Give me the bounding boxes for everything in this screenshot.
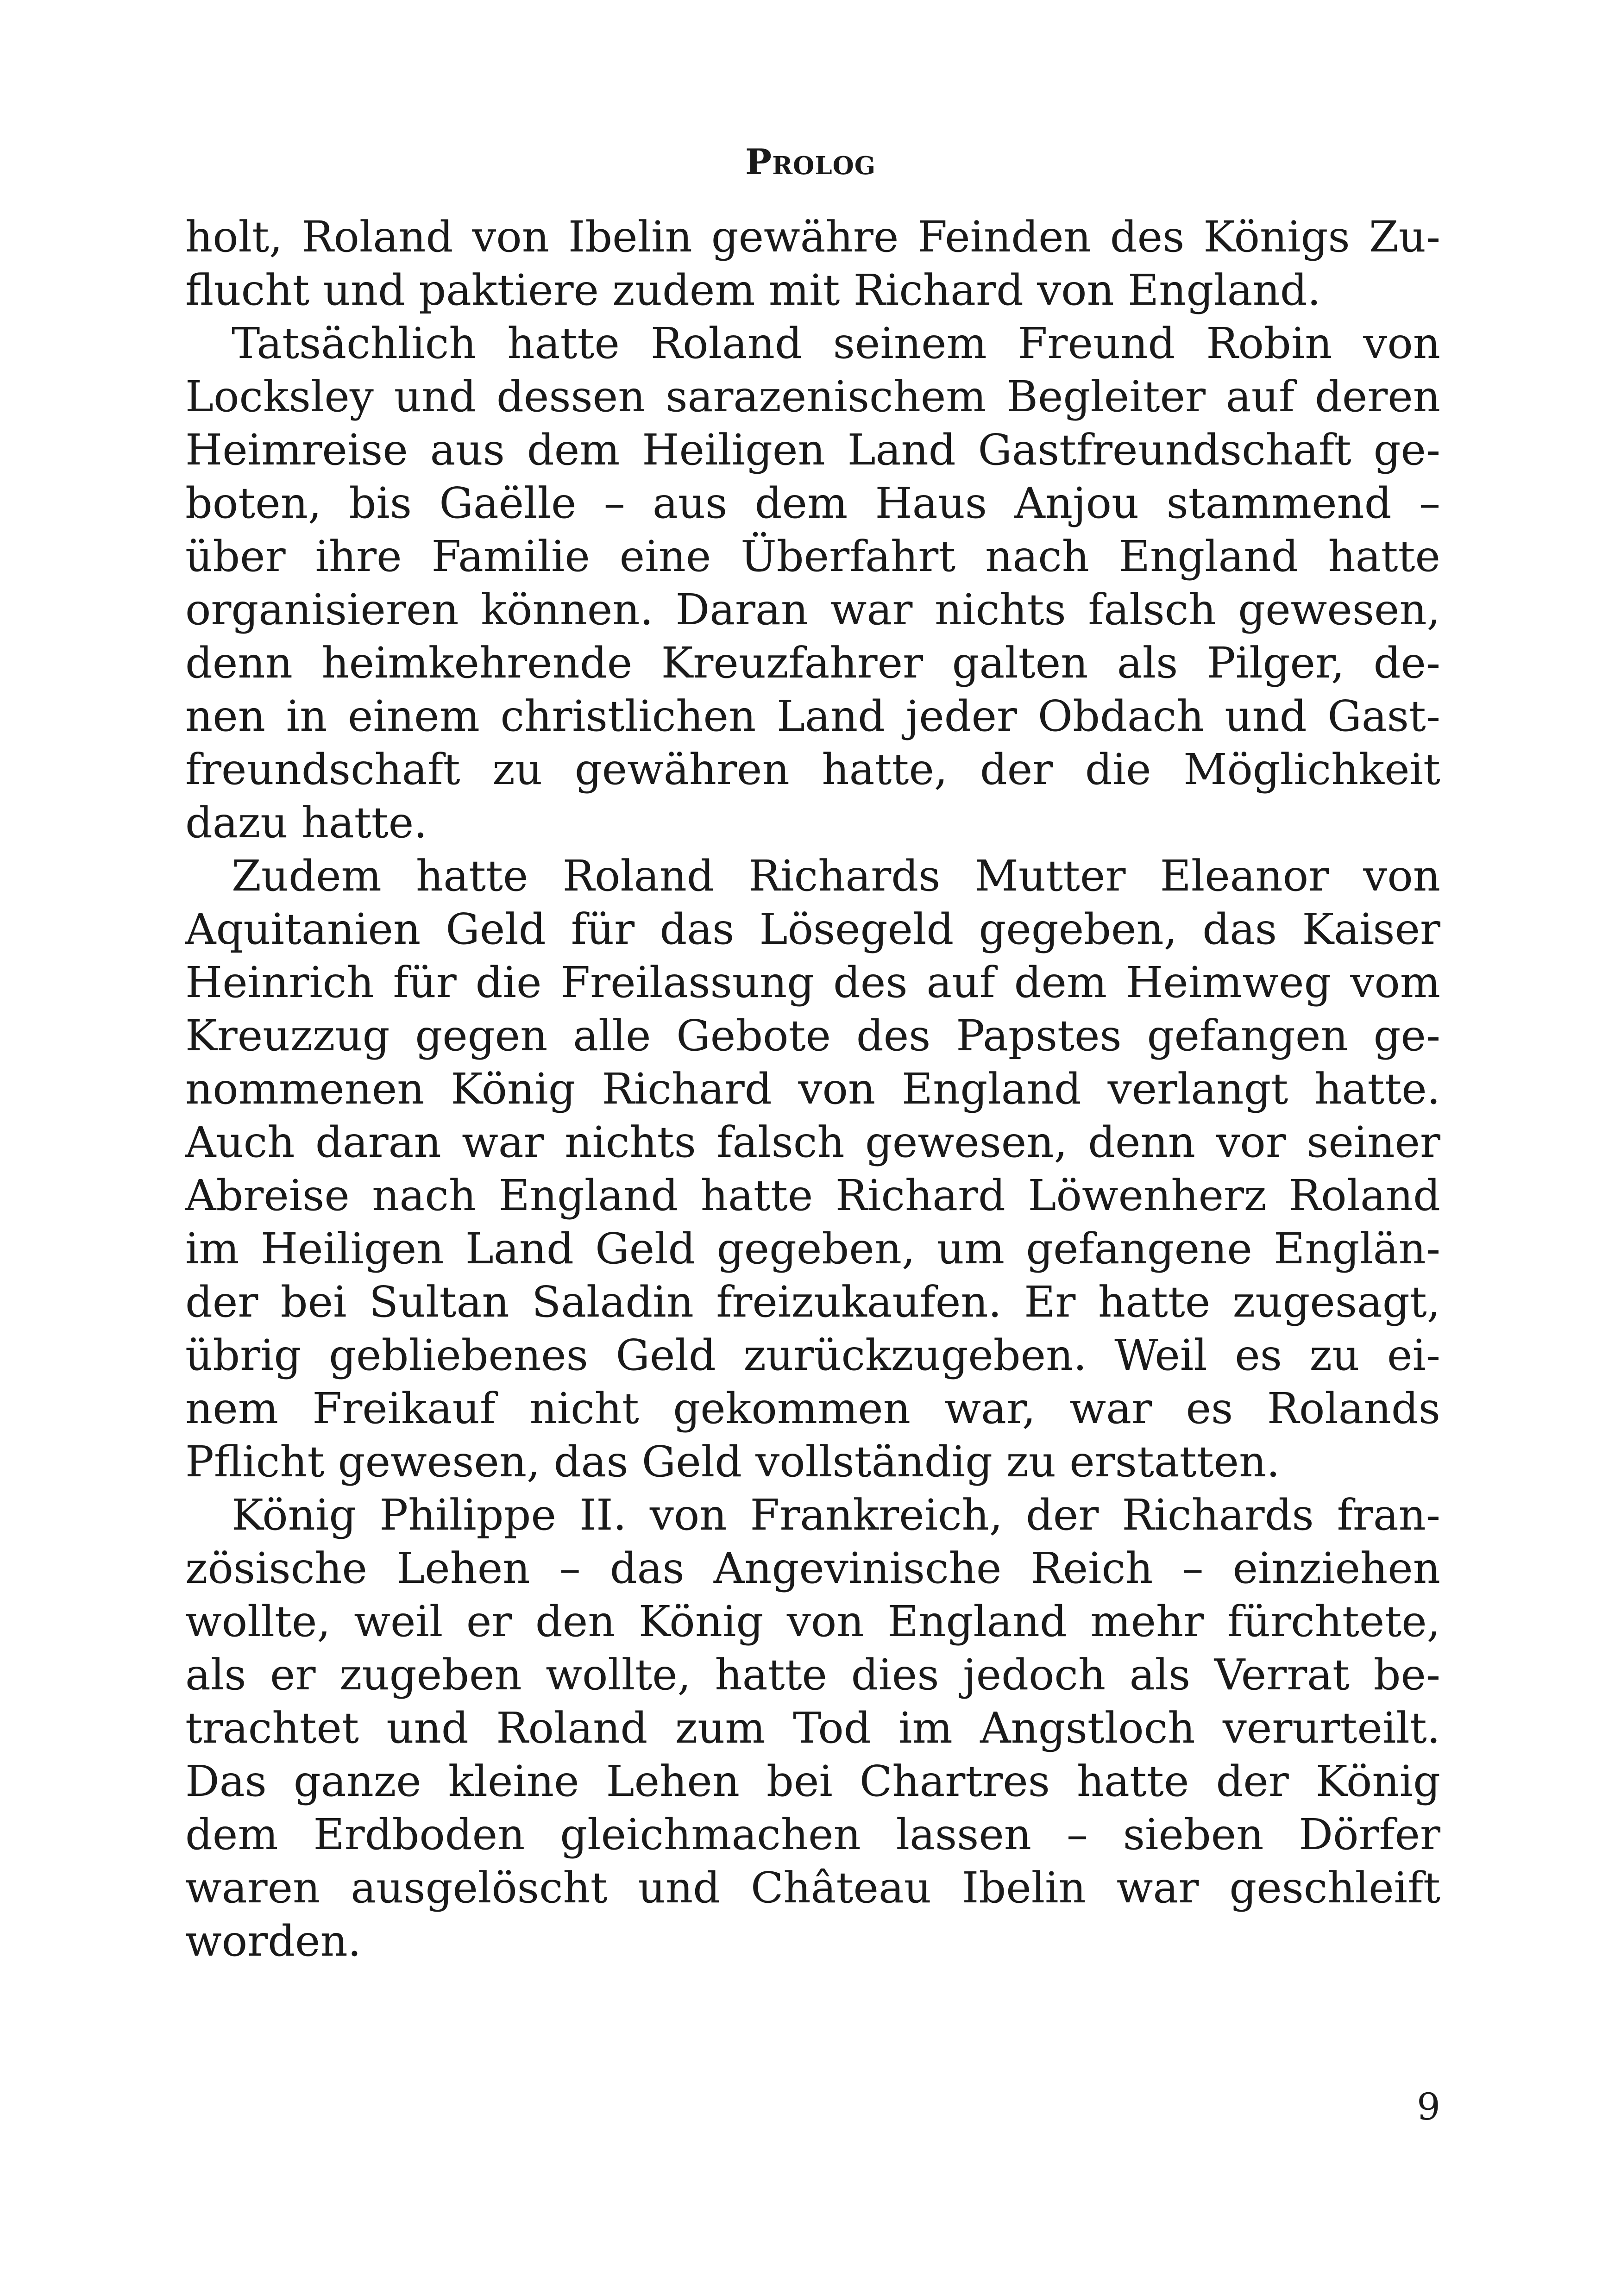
text-line: freundschaft zu gewähren hatte, der die Möglichkeit [185, 745, 1440, 794]
page-number: 9 [1417, 2085, 1440, 2128]
text-line: Auch daran war nichts falsch gewesen, denn vor seiner [185, 1117, 1440, 1167]
text-line: denn heimkehrende Kreuzfahrer galten als Pilger, de- [185, 638, 1440, 688]
text-line: zösische Lehen – das Angevinische Reich – einziehen [185, 1543, 1440, 1593]
text-line: boten, bis Gaëlle – aus dem Haus Anjou stammend – [185, 478, 1440, 528]
text-line: Das ganze kleine Lehen bei Chartres hatte der König [185, 1757, 1440, 1806]
text-line: Aquitanien Geld für das Lösegeld gegeben, das Kaiser [185, 904, 1440, 954]
text-line: im Heiligen Land Geld gegeben, um gefangene Englän- [185, 1224, 1440, 1273]
text-line: Heinrich für die Freilassung des auf dem Heimweg vom [185, 958, 1440, 1007]
body-text [185, 210, 1440, 1968]
text-line: waren ausgelöscht und Château Ibelin war geschleift [185, 1863, 1440, 1913]
text-line: Tatsächlich hatte Roland seinem Freund Robin von [232, 319, 1440, 368]
text-line: als er zugeben wollte, hatte dies jedoch als Verrat be- [185, 1650, 1440, 1700]
text-line: Heimreise aus dem Heiligen Land Gastfreundschaft ge- [185, 425, 1440, 475]
text-line: Zudem hatte Roland Richards Mutter Eleanor von [232, 851, 1440, 901]
text-line: Locksley und dessen sarazenischem Begleiter auf deren [185, 372, 1440, 421]
text-line: übrig gebliebenes Geld zurückzugeben. Weil es zu ei- [185, 1330, 1440, 1380]
text-line: über ihre Familie eine Überfahrt nach England hatte [185, 532, 1440, 581]
text-line: dazu hatte. [185, 798, 427, 847]
text-line: nem Freikauf nicht gekommen war, war es Rolands [185, 1384, 1440, 1433]
text-line: nen in einem christlichen Land jeder Obdach und Gast- [185, 691, 1440, 741]
text-line: der bei Sultan Saladin freizukaufen. Er hatte zugesagt, [185, 1277, 1440, 1327]
text-line: Abreise nach England hatte Richard Löwenherz Roland [185, 1171, 1440, 1220]
running-head: Prolog [745, 141, 876, 182]
text-line: flucht und paktiere zudem mit Richard von England. [185, 265, 1321, 315]
text-line: Kreuzzug gegen alle Gebote des Papstes gefangen ge- [185, 1011, 1440, 1060]
text-line: König Philippe II. von Frankreich, der Richards fran- [232, 1490, 1440, 1540]
text-line: dem Erdboden gleichmachen lassen – sieben Dörfer [185, 1810, 1440, 1859]
text-line: organisieren können. Daran war nichts falsch gewesen, [185, 585, 1440, 634]
text-line: trachtet und Roland zum Tod im Angstloch verurteilt. [185, 1703, 1440, 1753]
text-line: nommenen König Richard von England verlangt hatte. [185, 1064, 1440, 1114]
text-line: holt, Roland von Ibelin gewähre Feinden des Königs Zu- [185, 212, 1440, 262]
text-line: worden. [185, 1916, 361, 1966]
text-line: wollte, weil er den König von England mehr fürchtete, [185, 1597, 1440, 1646]
text-line: Pflicht gewesen, das Geld vollständig zu erstatten. [185, 1437, 1280, 1487]
